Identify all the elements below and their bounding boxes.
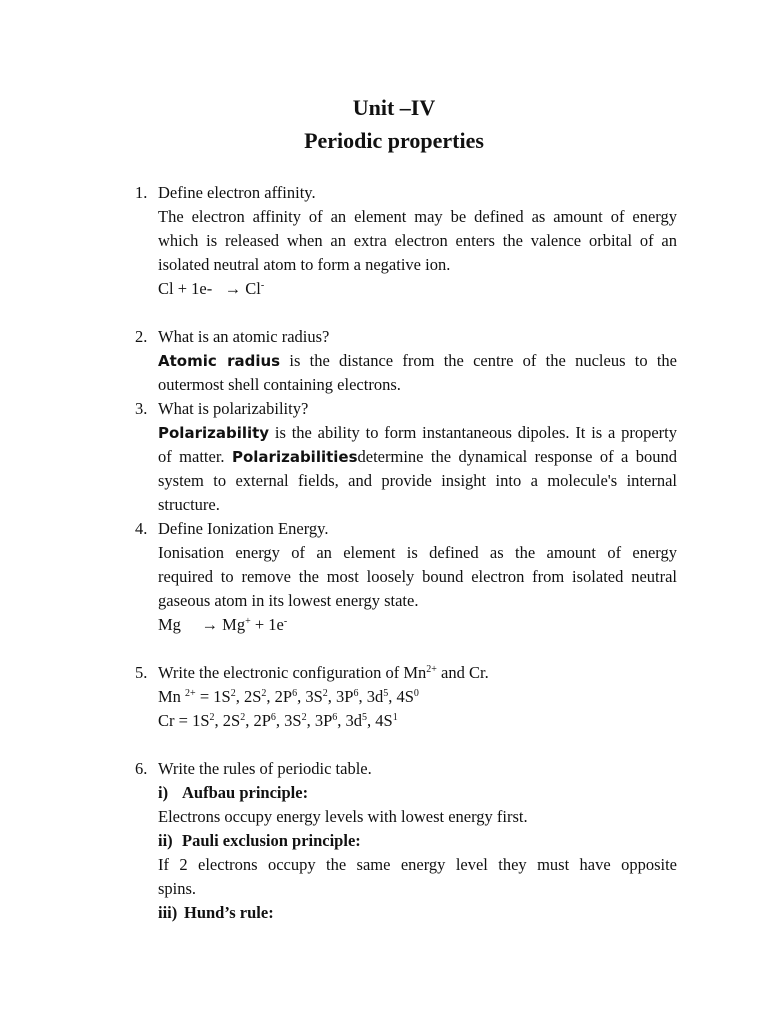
config-sup: 0	[413, 688, 419, 699]
rule-2-text: If 2 electrons occupy the same energy level they must have opposite	[158, 855, 677, 874]
page-title: Periodic properties	[304, 128, 484, 153]
q1-number: 1.	[135, 183, 148, 202]
q4-equation	[158, 613, 677, 637]
config-term: 2P	[253, 711, 271, 730]
arrow-icon: →	[224, 279, 242, 298]
q2-number: 2.	[135, 327, 148, 346]
q2-answer-line	[158, 349, 677, 373]
q1-equation	[158, 277, 677, 301]
q6-question: Write the rules of periodic table.	[158, 759, 372, 778]
config-term: 1S	[213, 687, 231, 706]
q3-answer-line	[158, 445, 677, 469]
q3-answer-rest2: determine the dynamical response of a bound	[357, 447, 678, 466]
q3-answer-rest: is the ability to form instantaneous dipoles. It is a property	[274, 423, 678, 442]
q1-answer-line: The electron affinity of an element may be defined as amount of energy	[158, 207, 677, 226]
rule-3-number: iii)	[158, 903, 178, 922]
q5-cr-config: $Cr = 1S^2$, $2S^2$, $2P^6$, $3S^2$, $3P^6$, $3d^5$, $4S^1$	[158, 711, 398, 730]
q5-question-end: and Cr.	[441, 663, 489, 682]
config-sup: 2	[322, 688, 328, 699]
config-term: 3P	[336, 687, 354, 706]
q1-question: Define electron affinity.	[158, 183, 316, 202]
config-sup: 2	[301, 712, 307, 723]
q3-term: Polarizability	[158, 424, 270, 442]
config-term: 4S	[396, 687, 414, 706]
rule-1-heading	[158, 781, 677, 805]
rule-1-text: Electrons occupy energy levels with lowest energy first.	[158, 807, 528, 826]
q3-answer-line: system to external fields, and provide insight into a molecule's internal	[158, 471, 677, 490]
q5-number: 5.	[135, 663, 148, 682]
q3-question: What is polarizability?	[158, 399, 309, 418]
config-term: 2S	[243, 687, 262, 706]
q4-answer-line: required to remove the most loosely bound electron from isolated neutral	[158, 567, 677, 586]
q4-eq-mg: Mg	[222, 615, 246, 634]
rule-3-title: Hund’s rule:	[184, 903, 274, 922]
config-sup: 6	[353, 688, 359, 699]
q5-question	[158, 661, 677, 685]
unit-heading: Unit –IV	[352, 95, 436, 120]
q2-question: What is an atomic radius?	[158, 327, 330, 346]
config-sup: 5	[362, 712, 367, 723]
q4-eq-plus: + 1e	[254, 615, 284, 634]
q4-number: 4.	[135, 519, 148, 538]
q2-answer-line: outermost shell containing electrons.	[158, 375, 401, 394]
rule-3-heading	[158, 901, 677, 925]
q3-answer-line: structure.	[158, 495, 220, 514]
config-sup: 2	[209, 712, 215, 723]
config-term: 3d	[345, 711, 362, 730]
q5-question-start: Write the electronic configuration of Mn	[158, 663, 427, 682]
q3-answer-start: of matter.	[158, 447, 225, 466]
config-term: 3P	[314, 711, 333, 730]
config-sup: 6	[292, 688, 298, 699]
q1-eq-right: Cl	[245, 279, 261, 298]
rule-2-title: Pauli exclusion principle:	[182, 831, 361, 850]
config-sup: 2	[240, 712, 246, 723]
q2-answer-rest: is the distance from the centre of the nucleus to the	[289, 351, 677, 370]
q6-number: 6.	[135, 759, 148, 778]
q4-eq-mg-sup: +	[245, 616, 251, 627]
q1-answer-line: which is released when an extra electron enters the valence orbital of an	[158, 231, 677, 250]
config-term: 2S	[222, 711, 241, 730]
q5-mn-label: Mn	[158, 687, 181, 706]
q5-mn-sup: 2+	[185, 688, 196, 699]
config-sup: 6	[270, 712, 276, 723]
rule-2-number: ii)	[158, 831, 173, 850]
q4-answer-line: Ionisation energy of an element is defined as the amount of energy	[158, 543, 677, 562]
config-term: 2P	[274, 687, 293, 706]
config-term: 3S	[305, 687, 323, 706]
q5-mn-config: Mn $^{2+} = 1S^2$, $2S^2$, $2P^6$, $3S^2$, $3P^6$, $3d^5$, $4S^0$	[158, 687, 419, 706]
q1-eq-sup: -	[260, 280, 265, 291]
rule-2-text: spins.	[158, 879, 197, 898]
q3-term2: Polarizabilities	[231, 448, 358, 466]
q4-question: Define Ionization Energy.	[158, 519, 329, 538]
config-sup: 1	[392, 712, 398, 723]
q5-question-sup: 2+	[426, 664, 437, 675]
config-term: 1S	[192, 711, 210, 730]
arrow-icon: →	[201, 615, 219, 634]
q3-answer-line	[158, 421, 677, 445]
rule-2-heading	[158, 829, 677, 853]
config-sup: 2	[230, 688, 236, 699]
rule-1-title: Aufbau principle:	[182, 783, 309, 802]
q3-number: 3.	[135, 399, 148, 418]
q1-eq-left: Cl + 1e-	[158, 279, 213, 298]
rule-1-number: i)	[158, 783, 169, 802]
q2-term: Atomic radius	[158, 352, 281, 370]
config-sup: 2	[261, 688, 267, 699]
config-term: 4S	[375, 711, 393, 730]
config-sup: 5	[383, 688, 389, 699]
q4-eq-e-sup: -	[283, 616, 288, 627]
q1-answer-line: isolated neutral atom to form a negative ion.	[158, 255, 451, 274]
q4-eq-left: Mg	[158, 615, 181, 634]
config-term: 3S	[284, 711, 302, 730]
config-term: 3d	[366, 687, 384, 706]
q4-answer-line: gaseous atom in its lowest energy state.	[158, 591, 419, 610]
config-sup: 6	[332, 712, 338, 723]
